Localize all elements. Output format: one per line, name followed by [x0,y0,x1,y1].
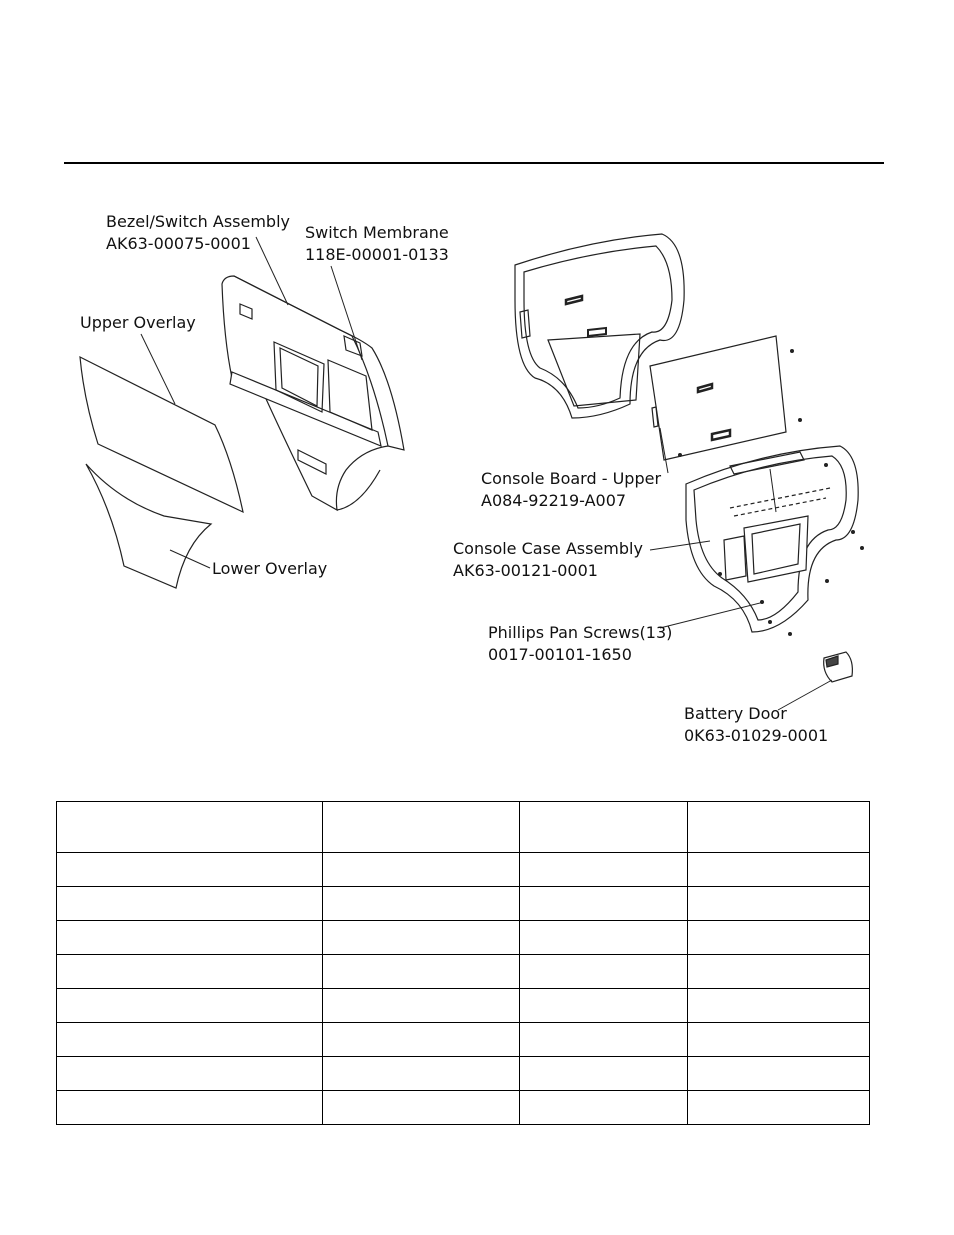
table-cell [688,989,870,1023]
table-row [57,989,870,1023]
label-upper-overlay [80,312,196,334]
label-membrane-name: Switch Membrane [305,223,449,242]
table-cell [323,1057,520,1091]
table-cell [323,853,520,887]
table-cell [57,1023,323,1057]
label-switch-membrane [305,222,449,265]
label-bezel-switch-assembly [106,211,290,254]
table-cell [520,1091,688,1125]
table-row [57,1023,870,1057]
label-bezel-part: AK63-00075-0001 [106,233,251,253]
label-screws-part: 0017-00101-1650 [488,644,632,664]
table-cell [520,887,688,921]
label-lower-overlay-name: Lower Overlay [212,559,328,578]
table-header-row [57,802,870,853]
label-battery-door [684,703,828,746]
table-cell [323,921,520,955]
label-membrane-part: 118E-00001-0133 [305,244,449,264]
table-cell [520,853,688,887]
table-cell [520,1057,688,1091]
console-board-part [650,336,786,460]
table-cell [688,887,870,921]
label-battery-door-name: Battery Door [684,704,787,723]
label-screws-name: Phillips Pan Screws(13) [488,623,673,642]
table-cell [688,1091,870,1125]
table-cell [323,955,520,989]
table-cell [57,853,323,887]
table-row [57,887,870,921]
label-bezel-name: Bezel/Switch Assembly [106,212,290,231]
table-cell [688,802,870,853]
label-console-board-name: Console Board - Upper [481,469,662,488]
label-battery-door-part: 0K63-01029-0001 [684,725,829,745]
table-row [57,955,870,989]
table-row [57,1057,870,1091]
table-cell [57,1057,323,1091]
table-cell [520,955,688,989]
label-upper-overlay-name: Upper Overlay [80,313,196,332]
table-cell [520,1023,688,1057]
label-screws [488,622,672,665]
label-console-case-name: Console Case Assembly [453,539,643,558]
table-cell [688,1023,870,1057]
label-console-case [453,538,643,581]
table-cell [57,802,323,853]
table-cell [688,921,870,955]
label-console-board-part: A084-92219-A007 [481,490,627,510]
table-cell [323,887,520,921]
table-cell [57,921,323,955]
table-cell [323,989,520,1023]
table-cell [520,989,688,1023]
console-case-part [686,446,858,632]
label-console-board [481,468,661,511]
table-cell [520,802,688,853]
battery-door-part [824,652,853,682]
table-cell [57,989,323,1023]
table-cell [688,853,870,887]
table-cell [57,955,323,989]
table-cell [323,1091,520,1125]
label-lower-overlay [212,558,327,580]
parts-table [56,801,870,1125]
table-row [57,853,870,887]
table-cell [520,921,688,955]
label-console-case-part: AK63-00121-0001 [453,560,598,580]
table-cell [57,1091,323,1125]
table-cell [688,1057,870,1091]
table-cell [688,955,870,989]
table-row [57,1091,870,1125]
table-row [57,921,870,955]
table-cell [57,887,323,921]
table-cell [323,1023,520,1057]
table-cell [323,802,520,853]
bezel-part [222,276,404,510]
